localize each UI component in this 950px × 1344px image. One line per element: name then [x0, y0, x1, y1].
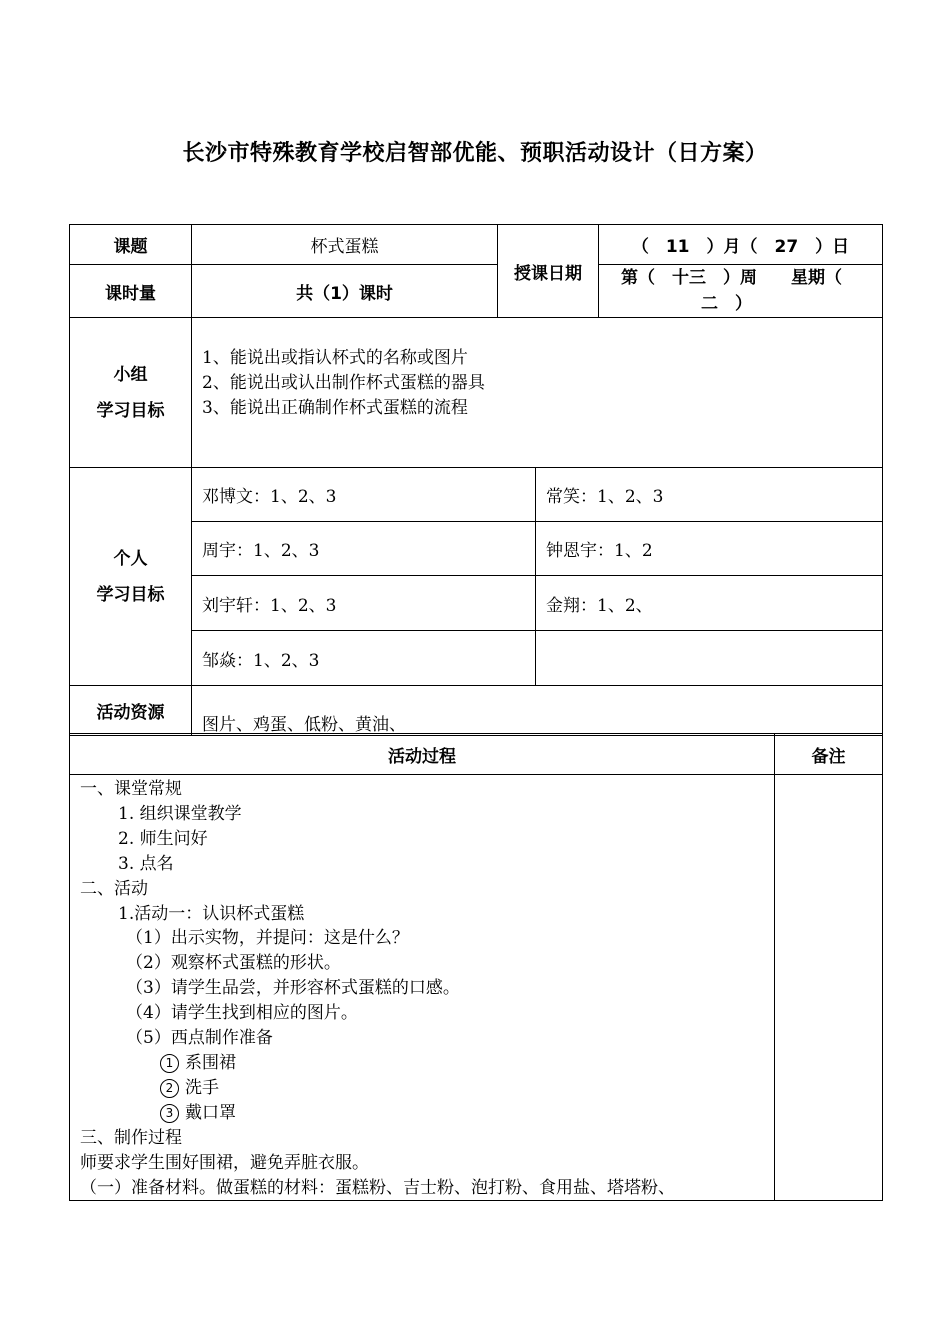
resources-value: 图片、鸡蛋、低粉、黄油、: [192, 686, 883, 736]
process-line-text: （3）请学生品尝，并形容杯式蛋糕的口感。: [126, 978, 460, 999]
process-line-text: 3. 点名: [118, 853, 174, 874]
process-line: [80, 1001, 774, 1026]
student-goal-cell: [536, 631, 883, 686]
process-line: [80, 976, 774, 1001]
topic-label: 课题: [70, 225, 192, 265]
notes-content: [775, 775, 883, 1201]
group-goal-item: 3、能说出正确制作杯式蛋糕的流程: [202, 398, 468, 418]
plan-header-table: [69, 224, 883, 736]
process-line: [80, 1076, 774, 1101]
student-goal-cell: 邓博文：1、2、3: [192, 468, 536, 522]
process-line-text: 戴口罩: [185, 1102, 236, 1123]
group-goals-list: [192, 318, 883, 468]
process-line-text: 师要求学生围好围裙，避免弄脏衣服。: [80, 1152, 369, 1173]
student-goal-cell: 邹焱：1、2、3: [192, 631, 536, 686]
process-line-text: （1）出示实物，并提问：这是什么？: [126, 928, 409, 949]
process-line-text: 三、制作过程: [80, 1127, 182, 1148]
process-line: [80, 877, 774, 902]
group-goals-label-line2: 学习目标: [96, 400, 165, 421]
group-goals-label: [70, 318, 192, 468]
circled-number-marker: 1: [160, 1054, 179, 1073]
hours-value: 共（1）课时: [192, 265, 498, 318]
week-value: [599, 265, 883, 318]
group-goal-item: 1、能说出或指认杯式的名称或图片: [202, 348, 468, 368]
process-line: [80, 902, 774, 927]
process-line-text: （2）观察杯式蛋糕的形状。: [126, 953, 341, 974]
hours-label: 课时量: [70, 265, 192, 318]
process-line-text: （一）准备材料。做蛋糕的材料：蛋糕粉、吉士粉、泡打粉、食用盐、塔塔粉、: [80, 1177, 675, 1198]
process-line: [80, 802, 774, 827]
process-line-text: （5）西点制作准备: [126, 1028, 273, 1049]
student-goal-cell: 钟恩宇：1、2: [536, 522, 883, 576]
process-line: [80, 1051, 774, 1076]
process-line: [80, 926, 774, 951]
student-goal-cell: 刘宇轩：1、2、3: [192, 576, 536, 631]
student-goal-cell: 常笑：1、2、3: [536, 468, 883, 522]
process-line-text: 1. 组织课堂教学: [118, 803, 242, 824]
process-line-text: 2. 师生问好: [118, 828, 208, 849]
notes-header: 备注: [775, 734, 883, 775]
individual-goals-label: [70, 468, 192, 686]
group-goal-item: 2、能说出或认出制作杯式蛋糕的器具: [202, 373, 485, 393]
process-line-text: 洗手: [185, 1077, 219, 1098]
process-line-text: 系围裙: [185, 1052, 236, 1073]
process-line: [80, 827, 774, 852]
circled-number-marker: 3: [160, 1104, 179, 1123]
student-goal-cell: 金翔：1、2、: [536, 576, 883, 631]
process-content: [70, 775, 775, 1201]
page-title: 长沙市特殊教育学校启智部优能、预职活动设计（日方案）: [182, 141, 768, 166]
process-line: [80, 1151, 774, 1176]
process-lines: [80, 777, 774, 1200]
week-line-1: 第（ 十三 ）周 星期（: [621, 268, 842, 288]
process-line-text: 1.活动一：认识杯式蛋糕: [118, 903, 305, 924]
process-line-text: 二、活动: [80, 878, 148, 899]
group-goals-label-line1: 小组: [113, 364, 148, 385]
date-value: （ 11 ）月（ 27 ）日: [599, 225, 883, 265]
process-line: [80, 1101, 774, 1126]
process-line-text: 一、课堂常规: [80, 779, 182, 799]
topic-value: 杯式蛋糕: [192, 225, 498, 265]
circled-number-marker: 2: [160, 1079, 179, 1098]
process-line: [80, 852, 774, 877]
individual-goals-label-line1: 个人: [113, 548, 148, 569]
process-line: [80, 777, 774, 802]
individual-goals-label-line2: 学习目标: [96, 584, 165, 605]
date-label: 授课日期: [498, 225, 599, 318]
process-line: [80, 1126, 774, 1151]
student-goal-cell: 周宇：1、2、3: [192, 522, 536, 576]
activity-process-table: [69, 733, 883, 1201]
resources-label: 活动资源: [70, 686, 192, 736]
process-line: [80, 951, 774, 976]
week-line-2: 二 ）: [701, 294, 752, 314]
process-line: [80, 1026, 774, 1051]
process-line-text: （4）请学生找到相应的图片。: [126, 1003, 358, 1024]
process-header: 活动过程: [70, 734, 775, 775]
process-line: [80, 1176, 774, 1201]
